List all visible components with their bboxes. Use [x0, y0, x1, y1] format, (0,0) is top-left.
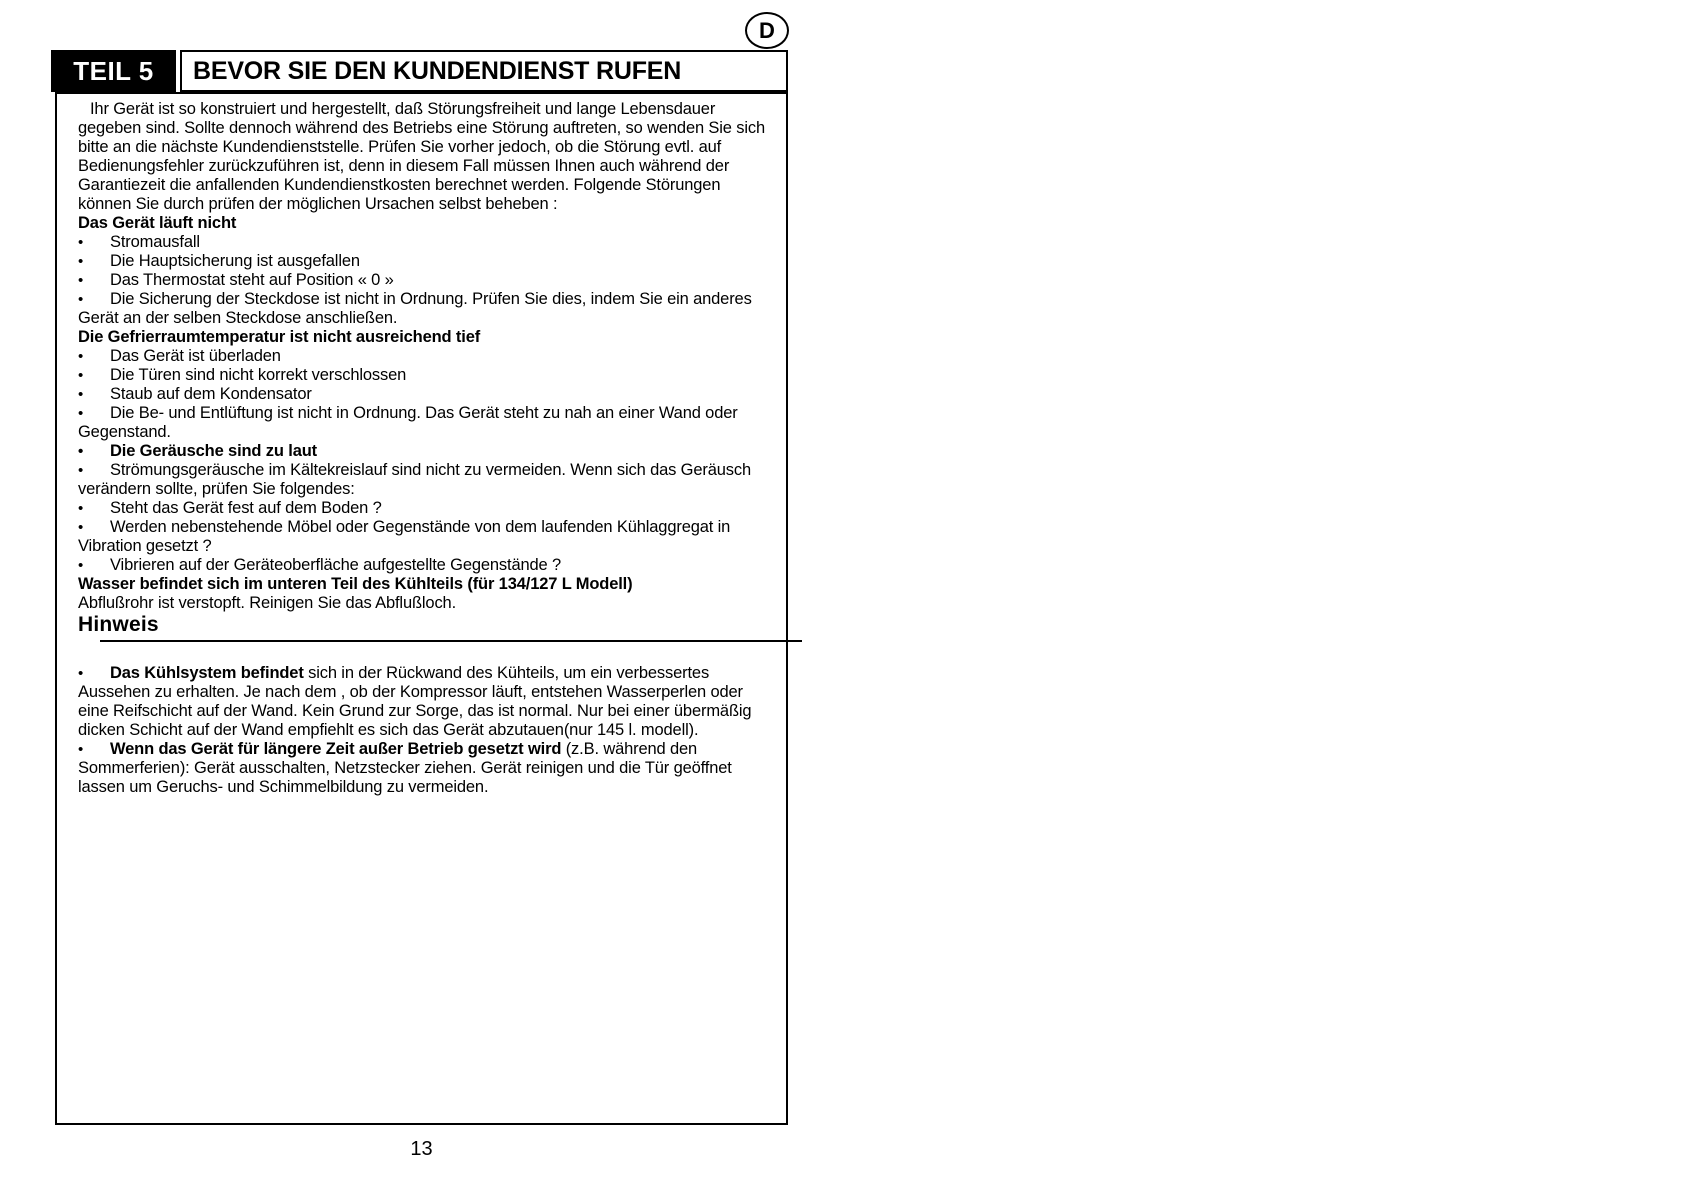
bullet-icon: •: [78, 291, 84, 308]
note-item-lead: Das Kühlsystem befindet: [110, 664, 304, 682]
bullet-icon: •: [78, 462, 84, 479]
section-number-label: TEIL 5: [73, 55, 154, 86]
note-underline: [100, 640, 802, 642]
list-item-text: Das Thermostat steht auf Position « 0 »: [110, 271, 394, 289]
list-item: [78, 518, 768, 556]
list-item: [78, 366, 768, 385]
bullet-icon: •: [78, 443, 84, 460]
list-item-text: Die Be- und Entlüftung ist nicht in Ordnung. Das Gerät steht zu nah an einer Wand oder Gegenstand.: [78, 404, 738, 441]
heading-water-bottom: Wasser befindet sich im unteren Teil des Kühlteils (für 134/127 L Modell): [78, 575, 633, 593]
list-item-text: Stromausfall: [110, 233, 200, 251]
list-item-text: Die Türen sind nicht korrekt verschlossen: [110, 366, 407, 384]
intro-paragraph: Ihr Gerät ist so konstruiert und hergestellt, daß Störungsfreiheit und lange Lebensdauer gegeben sind. Sollte dennoch während des Betriebs eine Störung auftreten, so wenden Sie sich bitte an die nächste Kundendienststelle. Prüfen Sie vorher jedoch, ob die Störung evtl. auf Bedienungsfehler zurückzuführen ist, denn in diesem Fall müssen Ihnen auch während der Garantiezeit die anfallenden Kundendienstkosten berechnet werden. Folgende Störungen können Sie durch prüfen der möglichen Ursachen selbst beheben :: [78, 100, 766, 213]
note-item-lead: Wenn das Gerät für längere Zeit außer Betrieb gesetzt wird: [110, 740, 562, 758]
list-item-text: Werden nebenstehende Möbel oder Gegenstände von dem laufenden Kühlaggregat in Vibration gesetzt ?: [78, 518, 731, 555]
page-number: 13: [410, 1138, 433, 1160]
heading-device-not-running: Das Gerät läuft nicht: [78, 214, 237, 232]
bullet-icon: •: [78, 386, 84, 403]
bullet-icon: •: [78, 500, 84, 517]
bullet-icon: •: [78, 348, 84, 365]
country-badge: [745, 12, 789, 49]
list-item: [78, 556, 768, 575]
bullet-icon: •: [78, 741, 84, 758]
page-title: BEVOR SIE DEN KUNDENDIENST RUFEN: [193, 56, 682, 85]
section-header: [51, 50, 788, 92]
drain-paragraph: Abflußrohr ist verstopft. Reinigen Sie das Abflußloch.: [78, 594, 457, 612]
list-item: [78, 404, 768, 442]
note-item-text: (z.B. während den Sommerferien): Gerät ausschalten, Netzstecker ziehen. Gerät reinigen und die Tür geöffnet lassen um Geruchs- und Schimmelbildung zu vermeiden.: [78, 740, 732, 796]
bullet-icon: •: [78, 557, 84, 574]
bullet-icon: •: [78, 405, 84, 422]
list-item-text: Die Hauptsicherung ist ausgefallen: [110, 252, 360, 270]
list-item-text: Die Geräusche sind zu laut: [110, 442, 317, 460]
list-item-text: Die Sicherung der Steckdose ist nicht in Ordnung. Prüfen Sie dies, indem Sie ein anderes Gerät an der selben Steckdose anschließen.: [78, 290, 752, 327]
list-item-text: Das Gerät ist überladen: [110, 347, 281, 365]
bullet-icon: •: [78, 367, 84, 384]
bullet-icon: •: [78, 253, 84, 270]
note-item-text: sich in der Rückwand des Kühteils, um ein verbessertes Aussehen zu erhalten. Je nach dem , ob der Kompressor läuft, entstehen Wasserperlen oder eine Reifschicht auf der Wand. Kein Grund zur Sorge, das ist normal. Nur bei einer übermäßig dicken Schicht auf der Wand empfiehlt es sich das Gerät abzutauen(nur 145 l. modell).: [78, 664, 752, 739]
heading-freezer-temp: Die Gefrierraumtemperatur ist nicht ausreichend tief: [78, 328, 481, 346]
bullet-icon: •: [78, 234, 84, 251]
list-item: [78, 233, 768, 252]
note-title: Hinweis: [78, 613, 159, 636]
list-item: [78, 252, 768, 271]
heading-noise-bullet: [78, 442, 768, 461]
country-badge-letter: D: [759, 17, 775, 43]
note-item: [78, 664, 768, 740]
list-item: [78, 499, 768, 518]
list-item: [78, 271, 768, 290]
list-item-text: Staub auf dem Kondensator: [110, 385, 312, 403]
bullet-icon: •: [78, 665, 84, 682]
bullet-icon: •: [78, 272, 84, 289]
bullet-icon: •: [78, 519, 84, 536]
list-item: [78, 347, 768, 366]
list-item-text: Strömungsgeräusche im Kältekreislauf sind nicht zu vermeiden. Wenn sich das Geräusch verändern sollte, prüfen Sie folgendes:: [78, 461, 751, 498]
section-title-box: [180, 50, 788, 92]
content-box: [55, 92, 788, 1125]
list-item-text: Steht das Gerät fest auf dem Boden ?: [110, 499, 382, 517]
list-item: [78, 461, 768, 499]
list-item-text: Vibrieren auf der Geräteoberfläche aufgestellte Gegenstände ?: [110, 556, 562, 574]
list-item: [78, 385, 768, 404]
note-item: [78, 740, 768, 797]
list-item: [78, 290, 768, 328]
section-number-box: [51, 50, 176, 92]
